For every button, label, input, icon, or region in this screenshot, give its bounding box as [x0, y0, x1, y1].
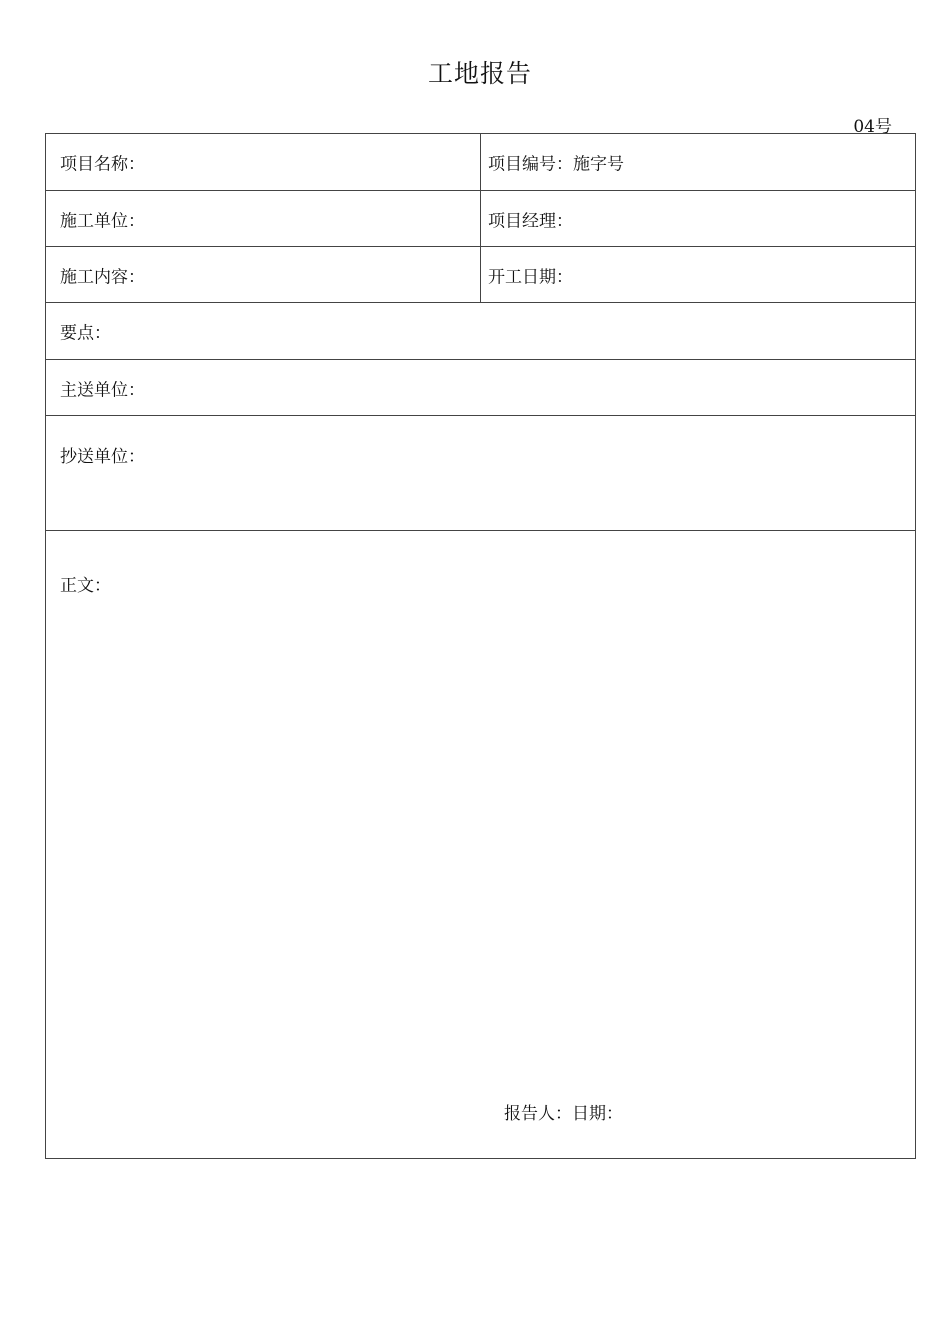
construction-content-label: 施工内容： — [60, 267, 145, 287]
project-number-cell[interactable] — [481, 134, 915, 190]
report-form — [45, 133, 916, 1159]
main-recipient-cell[interactable] — [46, 360, 915, 415]
reporter-date-label: 报告人：日期： — [504, 1104, 623, 1124]
form-row-project-name — [46, 134, 915, 191]
body-cell[interactable] — [46, 531, 915, 1158]
construction-unit-label: 施工单位： — [60, 211, 145, 231]
main-recipient-label: 主送单位： — [60, 380, 145, 400]
key-points-cell[interactable] — [46, 303, 915, 359]
form-row-body — [46, 531, 915, 1158]
serial-number: 04号 — [853, 117, 892, 137]
form-row-construction-unit — [46, 191, 915, 247]
start-date-cell[interactable] — [481, 247, 915, 302]
construction-unit-cell[interactable] — [46, 191, 481, 246]
key-points-label: 要点： — [60, 323, 111, 344]
project-manager-label: 项目经理： — [488, 211, 573, 231]
cc-recipient-label: 抄送单位： — [60, 447, 145, 467]
body-label: 正文： — [60, 576, 111, 596]
cc-recipient-cell[interactable] — [46, 416, 915, 530]
form-row-construction-content — [46, 247, 915, 303]
document-title: 工地报告 — [427, 59, 532, 88]
project-number-label: 项目编号：施字号 — [488, 154, 624, 175]
project-name-cell[interactable] — [46, 134, 481, 190]
construction-content-cell[interactable] — [46, 247, 481, 302]
form-row-cc-recipient — [46, 416, 915, 531]
project-name-label: 项目名称： — [60, 154, 145, 175]
form-row-main-recipient — [46, 360, 915, 416]
project-manager-cell[interactable] — [481, 191, 915, 246]
form-row-key-points — [46, 303, 915, 360]
start-date-label: 开工日期： — [488, 267, 573, 287]
